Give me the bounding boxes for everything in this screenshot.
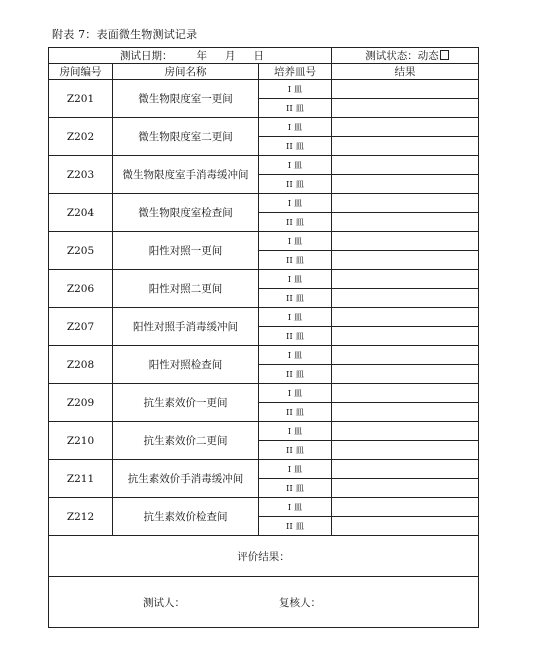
dish-label-cell: I 皿 xyxy=(259,384,332,403)
room-name-cell: 阳性对照手消毒缓冲间 xyxy=(113,308,259,346)
date-day-label: 日 xyxy=(253,50,265,62)
result-cell[interactable] xyxy=(332,270,479,289)
room-row xyxy=(49,460,479,479)
dish-label-cell: I 皿 xyxy=(259,422,332,441)
room-name-cell: 抗生素效价二更间 xyxy=(113,422,259,460)
room-name-cell: 阳性对照二更间 xyxy=(113,270,259,308)
result-cell[interactable] xyxy=(332,441,479,460)
result-cell[interactable] xyxy=(332,156,479,175)
result-cell[interactable] xyxy=(332,327,479,346)
room-row xyxy=(49,308,479,327)
dish-label-cell: I 皿 xyxy=(259,80,332,99)
result-cell[interactable] xyxy=(332,194,479,213)
result-cell[interactable] xyxy=(332,479,479,498)
room-number-cell: Z207 xyxy=(49,308,113,346)
room-row xyxy=(49,118,479,137)
result-cell[interactable] xyxy=(332,517,479,536)
header-room-name: 房间名称 xyxy=(113,64,259,80)
room-number-cell: Z209 xyxy=(49,384,113,422)
room-number-cell: Z208 xyxy=(49,346,113,384)
signature-row xyxy=(49,577,479,628)
result-cell[interactable] xyxy=(332,346,479,365)
dish-label-cell: II 皿 xyxy=(259,137,332,156)
result-cell[interactable] xyxy=(332,384,479,403)
result-cell[interactable] xyxy=(332,80,479,99)
room-number-cell: Z202 xyxy=(49,118,113,156)
header-result: 结果 xyxy=(332,64,479,80)
dish-label-cell: I 皿 xyxy=(259,232,332,251)
dish-label-cell: I 皿 xyxy=(259,156,332,175)
date-month-label: 月 xyxy=(225,50,236,62)
dish-label-cell: I 皿 xyxy=(259,346,332,365)
room-name-cell: 抗生素效价手消毒缓冲间 xyxy=(113,460,259,498)
room-name-cell: 阳性对照检查间 xyxy=(113,346,259,384)
room-name-cell: 微生物限度室二更间 xyxy=(113,118,259,156)
form-caption: 附表 7：表面微生物测试记录 xyxy=(52,28,198,41)
signature-cell xyxy=(49,577,479,628)
header-dish: 培养皿号 xyxy=(259,64,332,80)
dish-label-cell: II 皿 xyxy=(259,251,332,270)
dish-label-cell: I 皿 xyxy=(259,308,332,327)
test-status-label: 测试状态：动态 xyxy=(365,50,439,62)
header-room-no: 房间编号 xyxy=(49,64,113,80)
dish-label-cell: II 皿 xyxy=(259,99,332,118)
result-cell[interactable] xyxy=(332,175,479,194)
dish-label-cell: I 皿 xyxy=(259,270,332,289)
room-number-cell: Z206 xyxy=(49,270,113,308)
test-status-cell xyxy=(332,48,479,64)
room-number-cell: Z203 xyxy=(49,156,113,194)
result-cell[interactable] xyxy=(332,213,479,232)
meta-row xyxy=(49,48,479,64)
evaluation-row xyxy=(49,536,479,577)
result-cell[interactable] xyxy=(332,251,479,270)
result-cell[interactable] xyxy=(332,308,479,327)
room-row xyxy=(49,498,479,517)
dish-label-cell: I 皿 xyxy=(259,118,332,137)
room-number-cell: Z201 xyxy=(49,80,113,118)
evaluation-label: 评价结果： xyxy=(237,550,290,563)
test-date-label: 测试日期： xyxy=(120,50,173,62)
room-row xyxy=(49,422,479,441)
result-cell[interactable] xyxy=(332,137,479,156)
dish-label-cell: I 皿 xyxy=(259,460,332,479)
date-year-label: 年 xyxy=(196,50,208,62)
dish-label-cell: II 皿 xyxy=(259,403,332,422)
dish-label-cell: II 皿 xyxy=(259,327,332,346)
dish-label-cell: II 皿 xyxy=(259,441,332,460)
room-name-cell: 微生物限度室手消毒缓冲间 xyxy=(113,156,259,194)
result-cell[interactable] xyxy=(332,422,479,441)
room-row xyxy=(49,80,479,99)
header-row xyxy=(49,64,479,80)
room-row xyxy=(49,156,479,175)
dish-label-cell: I 皿 xyxy=(259,194,332,213)
room-row xyxy=(49,194,479,213)
room-row xyxy=(49,232,479,251)
result-cell[interactable] xyxy=(332,289,479,308)
result-cell[interactable] xyxy=(332,99,479,118)
result-cell[interactable] xyxy=(332,498,479,517)
tester-label[interactable]: 测试人： xyxy=(143,596,185,609)
room-name-cell: 阳性对照一更间 xyxy=(113,232,259,270)
evaluation-cell[interactable] xyxy=(49,536,479,577)
dish-label-cell: II 皿 xyxy=(259,517,332,536)
dish-label-cell: II 皿 xyxy=(259,213,332,232)
dish-label-cell: II 皿 xyxy=(259,289,332,308)
result-cell[interactable] xyxy=(332,118,479,137)
dish-label-cell: II 皿 xyxy=(259,175,332,194)
dynamic-status-checkbox[interactable] xyxy=(440,50,449,60)
result-cell[interactable] xyxy=(332,365,479,384)
room-row xyxy=(49,384,479,403)
room-name-cell: 微生物限度室检查间 xyxy=(113,194,259,232)
dish-label-cell: I 皿 xyxy=(259,498,332,517)
result-cell[interactable] xyxy=(332,232,479,251)
room-number-cell: Z205 xyxy=(49,232,113,270)
result-cell[interactable] xyxy=(332,403,479,422)
room-row xyxy=(49,270,479,289)
dish-label-cell: II 皿 xyxy=(259,365,332,384)
room-number-cell: Z212 xyxy=(49,498,113,536)
room-name-cell: 微生物限度室一更间 xyxy=(113,80,259,118)
reviewer-label[interactable]: 复核人： xyxy=(279,596,321,609)
room-name-cell: 抗生素效价一更间 xyxy=(113,384,259,422)
result-cell[interactable] xyxy=(332,460,479,479)
test-record-table xyxy=(48,47,479,628)
room-number-cell: Z204 xyxy=(49,194,113,232)
room-name-cell: 抗生素效价检查间 xyxy=(113,498,259,536)
room-number-cell: Z211 xyxy=(49,460,113,498)
test-date-cell[interactable] xyxy=(49,48,332,64)
room-number-cell: Z210 xyxy=(49,422,113,460)
dish-label-cell: II 皿 xyxy=(259,479,332,498)
room-row xyxy=(49,346,479,365)
